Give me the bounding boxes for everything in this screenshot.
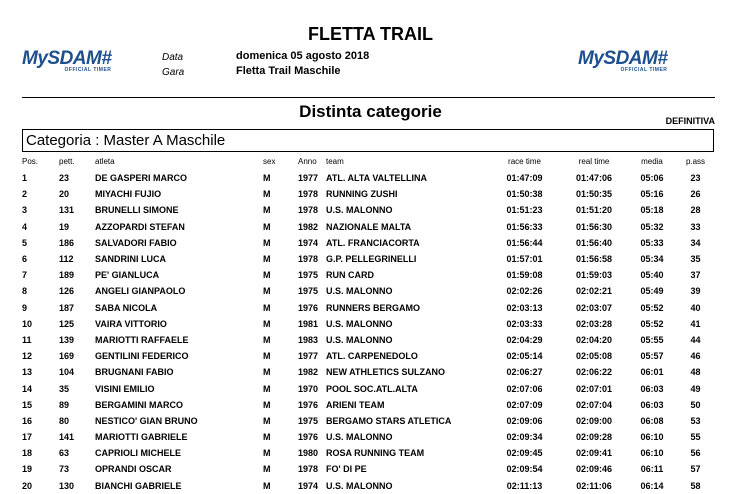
table-row [22,380,715,396]
row-sex: M [263,383,271,394]
row-pace: 06:14 [640,480,664,491]
row-bib: 104 [59,367,75,378]
row-athlete: SALVADORI FABIO [95,237,177,248]
row-athlete: MARIOTTI GABRIELE [95,432,188,443]
row-athlete: OPRANDI OSCAR [95,464,172,475]
row-team: U.S. MALONNO [326,432,393,443]
row-athlete: NESTICO' GIAN BRUNO [95,415,198,426]
row-year: 1982 [298,221,319,232]
row-overall: 50 [690,399,701,410]
row-sex: M [263,415,271,426]
row-race-time: 02:09:45 [506,448,543,459]
row-sex: M [263,351,271,362]
table-row [22,445,715,461]
row-team: G.P. PELLEGRINELLI [326,254,417,265]
row-race-time: 02:09:34 [506,432,543,443]
row-real-time: 01:51:20 [575,205,613,216]
row-pos: 11 [22,334,32,345]
row-race-time: 02:09:06 [506,415,543,426]
row-race-time: 01:59:08 [506,270,543,281]
row-bib: 139 [59,334,75,345]
report-title: Distinta categorie [299,102,442,121]
row-race-time: 01:50:38 [506,189,543,200]
logo-sub-right: OFFICIAL TIMER [620,67,668,73]
row-sex: M [263,480,271,491]
table-row [22,170,715,186]
row-overall: 53 [690,415,701,426]
row-bib: 73 [59,464,70,475]
row-race-time: 02:07:06 [506,383,543,394]
table-row [22,251,715,267]
row-bib: 19 [59,221,70,232]
logo-sub-left: OFFICIAL TIMER [64,67,112,73]
row-team: POOL SOC.ATL.ALTA [326,383,418,394]
row-bib: 80 [59,415,70,426]
row-race-time: 02:07:09 [506,399,543,410]
row-overall: 44 [690,334,701,345]
col-bib: pett. [59,157,75,166]
row-team: ROSA RUNNING TEAM [326,448,425,459]
row-pos: 8 [22,286,28,297]
row-real-time: 01:50:35 [575,189,613,200]
row-pace: 05:34 [640,254,664,265]
row-pos: 15 [22,399,33,410]
table-row [22,397,715,413]
row-real-time: 01:47:06 [575,173,613,184]
row-year: 1976 [298,399,319,410]
row-overall: 58 [690,480,701,491]
row-sex: M [263,448,271,459]
status-label: DEFINITIVA [665,116,715,126]
row-real-time: 01:59:03 [575,270,613,281]
table-row [22,267,715,283]
col-race-time: race time [508,157,541,166]
row-bib: 187 [59,302,75,313]
row-athlete: CAPRIOLI MICHELE [95,448,182,459]
row-year: 1978 [298,189,319,200]
row-pace: 06:01 [640,367,664,378]
row-pace: 05:52 [640,302,664,313]
logo-text-left: MySDAM [22,48,102,69]
row-pace: 06:08 [640,415,664,426]
row-athlete: AZZOPARDI STEFAN [95,221,185,232]
row-real-time: 01:56:58 [575,254,613,265]
row-pos: 9 [22,302,28,313]
row-year: 1975 [298,270,319,281]
table-row [22,413,715,429]
row-athlete: SABA NICOLA [95,302,158,313]
row-real-time: 02:07:01 [575,383,613,394]
col-pace: media [641,157,663,166]
row-race-time: 02:09:54 [506,464,543,475]
row-overall: 35 [690,254,701,265]
row-team: RUNNING ZUSHI [326,189,398,200]
col-athlete: atleta [95,157,115,166]
row-sex: M [263,205,271,216]
col-sex: sex [263,157,276,166]
col-year: Anno [298,157,317,166]
row-pos: 4 [22,221,28,232]
row-race-time: 01:47:09 [506,173,543,184]
row-year: 1974 [298,480,319,491]
row-sex: M [263,302,271,313]
row-overall: 56 [690,448,701,459]
hash-icon: # [101,48,112,69]
row-pos: 16 [22,415,33,426]
row-pos: 20 [22,480,33,491]
col-team: team [326,157,344,166]
row-race-time: 02:03:13 [506,302,543,313]
row-real-time: 01:56:30 [575,221,613,232]
row-team: NEW ATHLETICS SULZANO [326,367,445,378]
row-pos: 14 [22,383,33,394]
row-sex: M [263,270,271,281]
row-sex: M [263,286,271,297]
row-bib: 131 [59,205,75,216]
row-pos: 1 [22,173,28,184]
row-bib: 141 [59,432,75,443]
col-overall: p.ass [685,157,706,166]
row-athlete: BIANCHI GABRIELE [95,480,182,491]
row-pos: 19 [22,464,33,475]
row-race-time: 01:56:33 [506,221,543,232]
row-year: 1983 [298,334,319,345]
row-pace: 05:40 [640,270,664,281]
table-row [22,332,715,348]
row-real-time: 01:56:40 [575,237,613,248]
row-pos: 5 [22,237,28,248]
row-race-time: 02:02:26 [506,286,543,297]
race-value: Fletta Trail Maschile [236,65,341,77]
row-team: RUNNERS BERGAMO [326,302,421,313]
mysdam-logo-right [578,48,667,73]
row-sex: M [263,173,271,184]
row-athlete: VAIRA VITTORIO [95,318,167,329]
row-pos: 13 [22,367,33,378]
row-pos: 18 [22,448,33,459]
row-sex: M [263,221,271,232]
row-sex: M [263,237,271,248]
row-athlete: MARIOTTI RAFFAELE [95,334,189,345]
row-real-time: 02:07:04 [575,399,613,410]
row-year: 1977 [298,351,319,362]
table-row [22,429,715,445]
row-bib: 20 [59,189,70,200]
row-race-time: 02:03:33 [506,318,543,329]
table-row [22,316,715,332]
row-year: 1980 [298,448,319,459]
col-pos: Pos. [22,157,39,166]
table-row [22,202,715,218]
row-race-time: 01:51:23 [506,205,543,216]
row-pace: 05:18 [640,205,664,216]
row-pos: 3 [22,205,28,216]
row-team: U.S. MALONNO [326,480,393,491]
table-row [22,219,715,235]
row-athlete: BERGAMINI MARCO [95,399,183,410]
row-real-time: 02:09:00 [575,415,613,426]
row-team: U.S. MALONNO [326,334,393,345]
row-team: U.S. MALONNO [326,205,393,216]
row-pos: 12 [22,351,33,362]
row-bib: 35 [59,383,70,394]
row-race-time: 01:57:01 [506,254,543,265]
row-year: 1978 [298,254,319,265]
row-pos: 17 [22,432,33,443]
row-real-time: 02:09:46 [575,464,613,475]
race-label: Gara [162,67,185,78]
row-year: 1974 [298,237,319,248]
row-real-time: 02:03:07 [575,302,613,313]
row-team: BERGAMO STARS ATLETICA [326,415,452,426]
row-sex: M [263,464,271,475]
row-year: 1977 [298,173,319,184]
row-bib: 63 [59,448,70,459]
row-team: NAZIONALE MALTA [326,221,412,232]
row-overall: 48 [690,367,701,378]
row-race-time: 02:04:29 [506,334,543,345]
row-overall: 41 [690,318,701,329]
category-box: Categoria : Master A Maschile [22,129,714,152]
table-header-row [22,157,715,170]
row-race-time: 02:11:13 [506,480,543,491]
row-sex: M [263,254,271,265]
row-sex: M [263,367,271,378]
table-row [22,364,715,380]
row-pace: 05:33 [640,237,664,248]
table-row [22,461,715,477]
event-title: FLETTA TRAIL [308,24,433,44]
row-overall: 40 [690,302,701,313]
row-overall: 57 [690,464,701,475]
table-row [22,283,715,299]
row-team: ATL. FRANCIACORTA [326,237,420,248]
row-year: 1978 [298,464,319,475]
row-team: ARIENI TEAM [326,399,385,410]
row-athlete: BRUNELLI SIMONE [95,205,179,216]
row-bib: 23 [59,173,70,184]
logo-text-right: MySDAM [578,48,658,69]
row-year: 1982 [298,367,319,378]
row-race-time: 02:05:14 [506,351,543,362]
row-bib: 186 [59,237,75,248]
row-real-time: 02:02:21 [575,286,613,297]
table-row [22,235,715,251]
row-athlete: SANDRINI LUCA [95,254,166,265]
row-real-time: 02:09:41 [575,448,613,459]
row-pace: 05:49 [640,286,664,297]
row-team: ATL. CARPENEDOLO [326,351,418,362]
table-row [22,186,715,202]
row-sex: M [263,399,271,410]
row-bib: 125 [59,318,75,329]
row-pace: 05:16 [640,189,664,200]
row-pace: 05:55 [640,334,664,345]
row-real-time: 02:04:20 [575,334,613,345]
mysdam-logo-left [22,48,111,73]
row-pace: 06:03 [640,399,664,410]
row-athlete: ANGELI GIANPAOLO [95,286,186,297]
row-sex: M [263,189,271,200]
header-divider [22,97,715,98]
row-athlete: BRUGNANI FABIO [95,367,174,378]
row-bib: 112 [59,254,74,265]
row-bib: 189 [59,270,75,281]
row-pace: 05:52 [640,318,664,329]
row-pace: 06:10 [640,448,664,459]
row-overall: 49 [690,383,701,394]
row-athlete: MIYACHI FUJIO [95,189,162,200]
row-year: 1975 [298,415,319,426]
row-real-time: 02:09:28 [575,432,613,443]
row-team: U.S. MALONNO [326,286,393,297]
row-race-time: 01:56:44 [506,237,543,248]
row-overall: 37 [690,270,701,281]
row-year: 1978 [298,205,319,216]
row-pace: 06:10 [640,432,664,443]
row-year: 1981 [298,318,319,329]
row-team: U.S. MALONNO [326,318,393,329]
table-row [22,300,715,316]
row-real-time: 02:11:06 [576,480,612,491]
row-overall: 39 [690,286,701,297]
results-table [22,157,715,494]
date-value: domenica 05 agosto 2018 [236,50,370,62]
row-real-time: 02:03:28 [575,318,613,329]
row-pace: 06:11 [640,464,664,475]
row-athlete: GENTILINI FEDERICO [95,351,189,362]
row-race-time: 02:06:27 [506,367,543,378]
row-pace: 05:06 [640,173,664,184]
date-label: Data [162,52,184,63]
row-pace: 05:57 [640,351,664,362]
row-athlete: DE GASPERI MARCO [95,173,188,184]
row-overall: 46 [690,351,701,362]
row-pos: 7 [22,270,28,281]
row-bib: 126 [59,286,75,297]
col-real-time: real time [578,157,610,166]
row-real-time: 02:06:22 [575,367,613,378]
row-year: 1976 [298,302,319,313]
row-overall: 23 [690,173,701,184]
row-pos: 10 [22,318,33,329]
row-bib: 130 [59,480,75,491]
table-row [22,348,715,364]
row-overall: 26 [690,189,701,200]
row-athlete: PE' GIANLUCA [95,270,160,281]
row-overall: 55 [690,432,701,443]
row-overall: 33 [690,221,701,232]
row-real-time: 02:05:08 [575,351,613,362]
row-year: 1970 [298,383,319,394]
row-team: RUN CARD [326,270,374,281]
row-year: 1975 [298,286,319,297]
row-team: FO' DI PE [326,464,367,475]
row-overall: 34 [690,237,701,248]
row-team: ATL. ALTA VALTELLINA [326,173,427,184]
row-pace: 06:03 [640,383,664,394]
row-sex: M [263,334,271,345]
row-pos: 6 [22,254,28,265]
row-bib: 89 [59,399,70,410]
hash-icon: # [657,48,668,69]
row-sex: M [263,318,271,329]
row-athlete: VISINI EMILIO [95,383,155,394]
row-pace: 05:32 [640,221,664,232]
row-sex: M [263,432,271,443]
row-overall: 28 [690,205,701,216]
row-pos: 2 [22,189,28,200]
row-year: 1976 [298,432,319,443]
row-bib: 169 [59,351,75,362]
